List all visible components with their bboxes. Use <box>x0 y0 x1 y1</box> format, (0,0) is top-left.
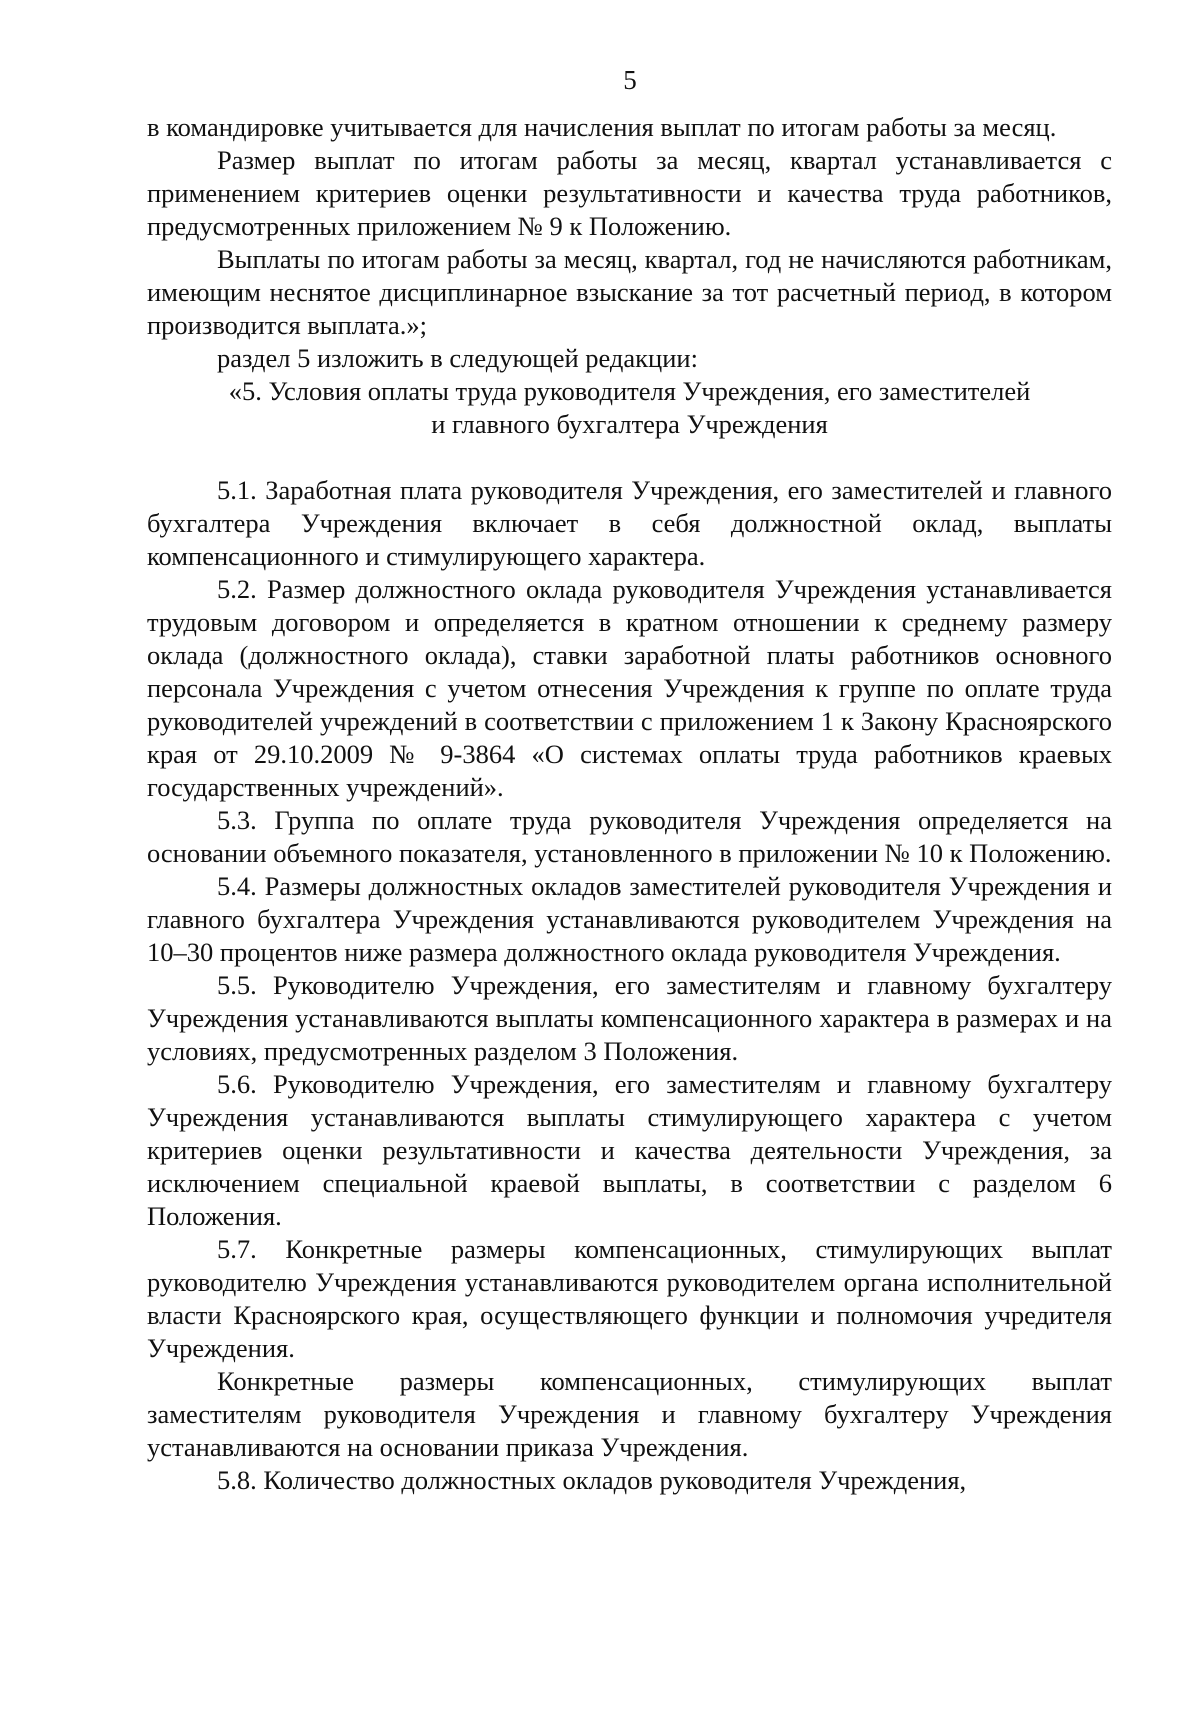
paragraph-payment-size: Размер выплат по итогам работы за месяц, квартал устанавливается с применением критериев оценки результативности и качества труда работников, предусмотренных приложением № 9 к Положению. <box>147 145 1112 241</box>
clause-5-2: 5.2. Размер должностного оклада руководителя Учреждения устанавливается трудовым договором и определяется в кратном отношении к среднему размеру оклада (должностного оклада), ставки заработной платы работников основного персонала Учреждения с учетом отнесения Учреждения к группе по оплате труда руководителей учреждений в соответствии с приложением 1 к Закону Красноярского края от 29.10.2009 № 9-3864 «О системах оплаты труда работников краевых государственных учреждений». <box>147 574 1112 802</box>
clause-5-8: 5.8. Количество должностных окладов руководителя Учреждения, <box>217 1465 967 1495</box>
clause-5-6: 5.6. Руководителю Учреждения, его заместителям и главному бухгалтеру Учреждения устанавливаются выплаты стимулирующего характера с учетом критериев оценки результативности и качества деятельности Учреждения, за исключением специальной краевой выплаты, в соответствии с разделом 6 Положения. <box>147 1069 1112 1231</box>
clause-5-3: 5.3. Группа по оплате труда руководителя Учреждения определяется на основании объемного показателя, установленного в приложении № 10 к Положению. <box>147 805 1112 868</box>
clause-5-5: 5.5. Руководителю Учреждения, его заместителям и главному бухгалтеру Учреждения устанавливаются выплаты компенсационного характера в размерах и на условиях, предусмотренных разделом 3 Положения. <box>147 970 1112 1066</box>
document-body <box>147 111 1112 1497</box>
clause-5-7: 5.7. Конкретные размеры компенсационных, стимулирующих выплат руководителю Учреждения устанавливаются руководителем органа исполнительной власти Красноярского края, осуществляющего функции и полномочия учредителя Учреждения. <box>147 1234 1112 1363</box>
paragraph-section-intro: раздел 5 изложить в следующей редакции: <box>217 343 698 373</box>
section-heading-line2: и главного бухгалтера Учреждения <box>431 409 828 439</box>
clause-5-7-deputies: Конкретные размеры компенсационных, стимулирующих выплат заместителям руководителя Учреждения и главному бухгалтеру Учреждения устанавливаются на основании приказа Учреждения. <box>147 1366 1112 1462</box>
section-heading-line1: «5. Условия оплаты труда руководителя Учреждения, его заместителей <box>228 376 1031 406</box>
paragraph-payment-restriction: Выплаты по итогам работы за месяц, квартал, год не начисляются работникам, имеющим неснятое дисциплинарное взыскание за тот расчетный период, в котором производится выплата.»; <box>147 244 1112 340</box>
clause-5-4: 5.4. Размеры должностных окладов заместителей руководителя Учреждения и главного бухгалтера Учреждения устанавливаются руководителем Учреждения на 10–30 процентов ниже размера должностного оклада руководителя Учреждения. <box>147 871 1112 967</box>
clause-5-1: 5.1. Заработная плата руководителя Учреждения, его заместителей и главного бухгалтера Учреждения включает в себя должностной оклад, выплаты компенсационного и стимулирующего характера. <box>147 475 1112 571</box>
page-number: 5 <box>623 65 637 95</box>
paragraph-continuation: в командировке учитывается для начисления выплат по итогам работы за месяц. <box>147 112 1057 142</box>
